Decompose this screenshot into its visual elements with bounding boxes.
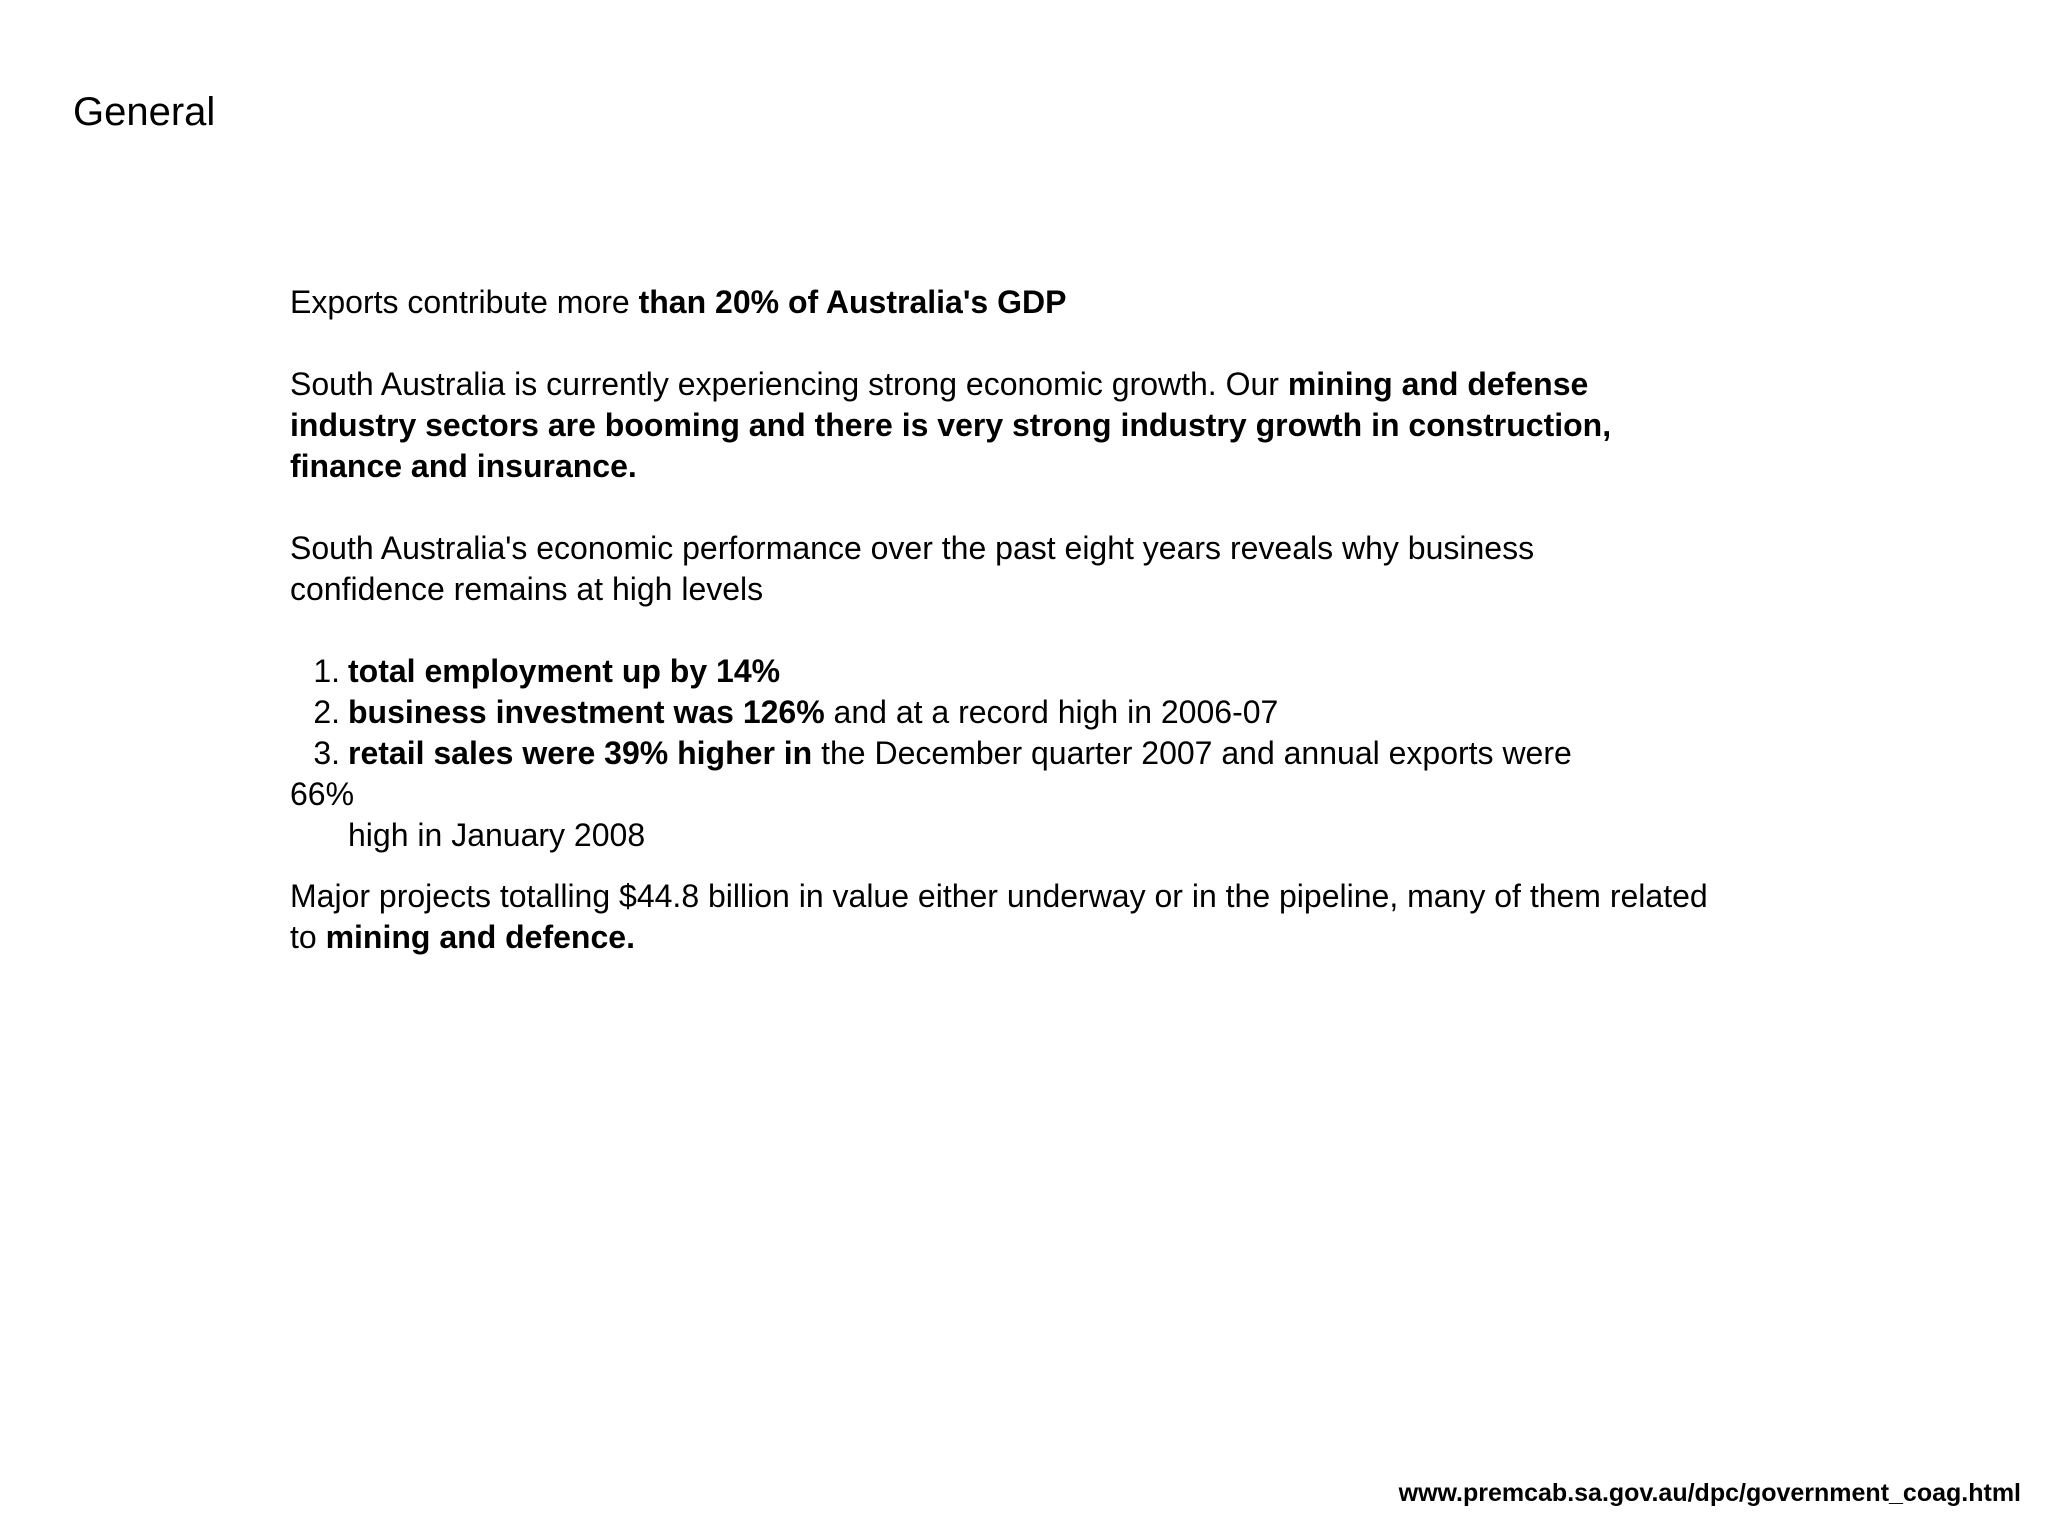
list-item	[290, 651, 1870, 692]
growth-highlight-3: finance and insurance.	[290, 448, 637, 484]
list-item-number: 3.	[313, 735, 340, 771]
list-item-text: the December quarter 2007 and annual exports were	[812, 735, 1572, 771]
projects-highlight: mining and defence.	[325, 919, 635, 955]
growth-text: South Australia is currently experiencing strong economic growth. Our	[290, 366, 1288, 402]
list-item-bold: total employment up by 14%	[348, 653, 781, 689]
growth-highlight-1: mining and defense	[1287, 366, 1589, 402]
exports-highlight: than 20% of Australia's GDP	[638, 284, 1067, 320]
projects-text: to	[290, 919, 326, 955]
exports-paragraph	[290, 282, 1870, 323]
list-continuation: high in January 2008	[348, 817, 646, 853]
performance-paragraph	[290, 528, 1870, 610]
growth-highlight-2: industry sectors are booming and there is very strong industry growth in construction,	[290, 407, 1612, 443]
stats-list	[290, 651, 1870, 856]
list-item-bold: retail sales were 39% higher in	[348, 735, 813, 771]
list-item-number: 1.	[313, 653, 340, 689]
list-item-bold: business investment was 126%	[348, 694, 825, 730]
list-overflow-line: 66%	[290, 776, 355, 812]
list-item-text: and at a record high in 2006-07	[824, 694, 1279, 730]
exports-text: Exports contribute more	[290, 284, 639, 320]
projects-line-1: Major projects totalling $44.8 billion in value either underway or in the pipeline, many of them related	[290, 878, 1708, 914]
performance-line-1: South Australia's economic performance over the past eight years reveals why business	[290, 530, 1535, 566]
projects-paragraph	[290, 876, 1870, 958]
performance-line-2: confidence remains at high levels	[290, 571, 764, 607]
list-item-number: 2.	[313, 694, 340, 730]
slide-body	[290, 282, 1870, 958]
source-url: www.premcab.sa.gov.au/dpc/government_coag.html	[1398, 1479, 2021, 1507]
list-item	[290, 733, 1870, 774]
slide-title: General	[73, 90, 216, 134]
list-item	[290, 692, 1870, 733]
growth-paragraph	[290, 364, 1870, 487]
